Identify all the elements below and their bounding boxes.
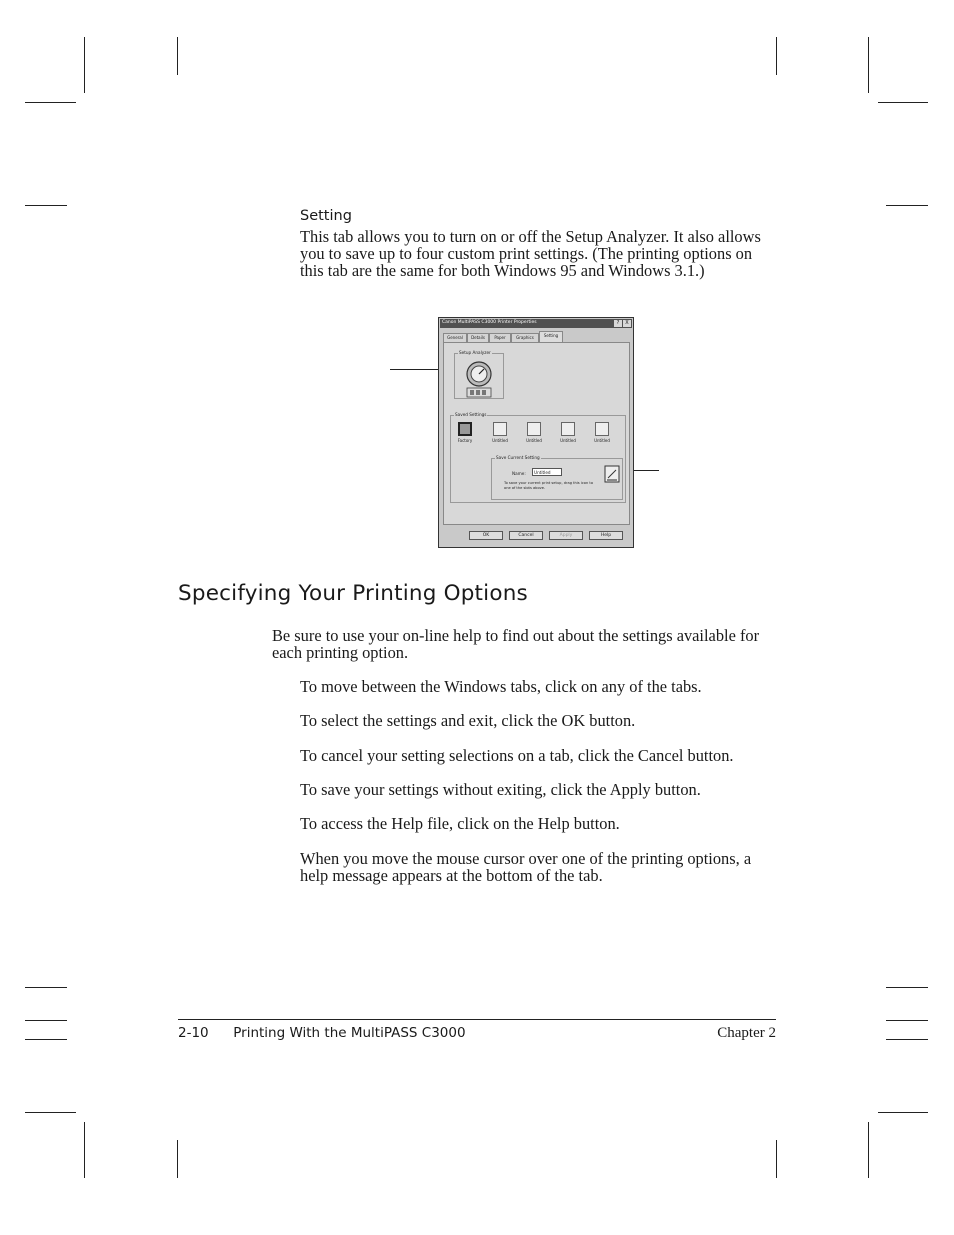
section-title: Specifying Your Printing Options	[178, 581, 528, 606]
crop-mark	[878, 102, 928, 103]
crop-mark	[868, 1122, 869, 1178]
setup-analyzer-icon[interactable]	[463, 360, 495, 400]
chapter-label: Chapter 2	[717, 1025, 776, 1041]
crop-mark	[84, 1122, 85, 1178]
settings-icon	[595, 422, 609, 436]
saved-settings-group	[450, 412, 626, 503]
instruction-item: To move between the Windows tabs, click on any of the tabs.	[300, 677, 702, 696]
tab-general[interactable]: General	[443, 333, 467, 342]
slot-label: Factory	[457, 438, 473, 443]
name-input[interactable]: Untitled	[532, 468, 562, 476]
instruction-item: To select the settings and exit, click the OK button.	[300, 711, 636, 730]
footer-left	[178, 1025, 466, 1041]
setup-analyzer-label: Setup Analyzer	[459, 350, 491, 355]
crop-mark	[25, 1020, 67, 1021]
slot-label: Untitled	[526, 438, 542, 443]
instruction-item: To save your settings without exiting, click the Apply button.	[300, 780, 701, 799]
saved-settings-label: Saved Settings	[455, 412, 487, 417]
slot-untitled-4[interactable]	[593, 422, 611, 443]
tab-details[interactable]: Details	[467, 333, 489, 342]
book-title: Printing With the MultiPASS C3000	[233, 1025, 466, 1041]
setting-heading: Setting	[300, 208, 352, 224]
slot-label: Untitled	[594, 438, 610, 443]
crop-mark	[886, 1020, 928, 1021]
crop-mark	[84, 37, 85, 93]
slot-untitled-3[interactable]	[559, 422, 577, 443]
slot-untitled-2[interactable]	[525, 422, 543, 443]
slot-label: Untitled	[492, 438, 508, 443]
help-button[interactable]: Help	[589, 531, 623, 540]
save-current-group	[491, 455, 623, 500]
save-current-label: Save Current Setting	[496, 455, 540, 460]
instruction-item: To access the Help file, click on the Help button.	[300, 814, 620, 833]
setting-description: This tab allows you to turn on or off the Setup Analyzer. It also allows you to save up to four custom print settings. (The printing options on this tab are the same for both Windows 95 and Windows 3.1.)	[300, 227, 761, 280]
setting-tab-panel	[443, 342, 630, 525]
intro-paragraph: Be sure to use your on-line help to find out about the settings available for each printing option.	[272, 626, 760, 662]
setup-analyzer-group	[454, 350, 504, 399]
save-hint: To save your current print setup, drag this icon to one of the slots above.	[504, 481, 594, 490]
close-icon[interactable]: X	[623, 320, 631, 327]
instruction-item: To cancel your setting selections on a tab, click the Cancel button.	[300, 746, 734, 765]
crop-mark	[878, 1112, 928, 1113]
tab-graphics[interactable]: Graphics	[511, 333, 539, 342]
settings-icon	[527, 422, 541, 436]
crop-mark	[886, 987, 928, 988]
save-setting-icon[interactable]	[604, 465, 620, 483]
crop-mark	[776, 37, 777, 75]
crop-mark	[177, 37, 178, 75]
crop-mark	[25, 1039, 67, 1040]
crop-mark	[886, 1039, 928, 1040]
slot-untitled-1[interactable]	[491, 422, 509, 443]
name-label: Name:	[512, 471, 526, 476]
ok-button[interactable]: OK	[469, 531, 503, 540]
tab-paper[interactable]: Paper	[489, 333, 511, 342]
printer-properties-dialog	[438, 317, 634, 548]
crop-mark	[25, 205, 67, 206]
slot-label: Untitled	[560, 438, 576, 443]
crop-mark	[25, 987, 67, 988]
crop-mark	[25, 1112, 76, 1113]
tab-setting[interactable]: Setting	[539, 331, 563, 342]
instruction-item: When you move the mouse cursor over one of the printing options, a help message appears at the bottom of the tab.	[300, 849, 752, 885]
settings-icon	[493, 422, 507, 436]
help-icon[interactable]: ?	[614, 320, 622, 327]
slot-factory[interactable]	[456, 422, 474, 443]
crop-mark	[776, 1140, 777, 1178]
crop-mark	[886, 205, 928, 206]
page-number: 2-10	[178, 1025, 209, 1041]
dialog-title: Canon MultiPASS C3000 Printer Properties	[442, 320, 537, 325]
apply-button[interactable]: Apply	[549, 531, 583, 540]
crop-mark	[25, 102, 76, 103]
crop-mark	[868, 37, 869, 93]
crop-mark	[177, 1140, 178, 1178]
settings-icon	[458, 422, 472, 436]
dialog-title-bar	[440, 319, 632, 328]
footer-rule	[178, 1019, 776, 1020]
cancel-button[interactable]: Cancel	[509, 531, 543, 540]
settings-icon	[561, 422, 575, 436]
